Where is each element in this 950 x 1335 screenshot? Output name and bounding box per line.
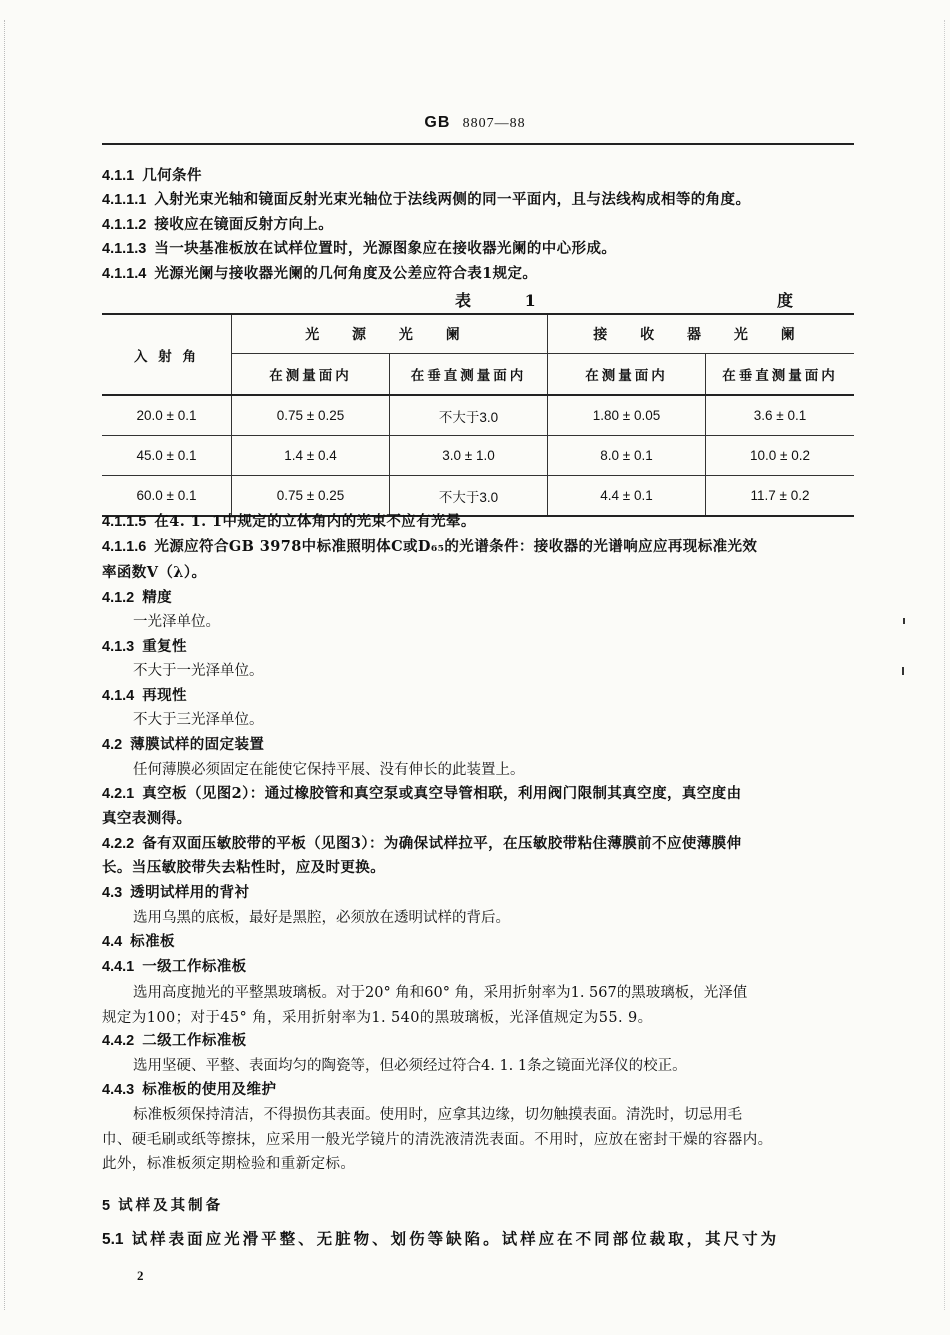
- clause-4-2-2-cont: 长。当压敏胶带失去粘性时，应及时更换。: [102, 859, 386, 876]
- table-row: [102, 476, 854, 517]
- clause-5-1: 5.1 试样表面应光滑平整、无脏物、划伤等缺陷。试样应在不同部位裁取，其尺寸为: [102, 1229, 780, 1248]
- cell: 3.0 ± 1.0: [390, 436, 548, 476]
- clause-4-1-1-4: 4.1.1.4 光源光阑与接收器光阑的几何角度及公差应符合表1规定。: [102, 265, 538, 282]
- col-incident-angle: 入 射 角: [102, 314, 232, 395]
- cell: 不大于3.0: [390, 395, 548, 436]
- cell: 不大于3.0: [390, 476, 548, 517]
- standard-code: 8807—88: [462, 116, 526, 131]
- clause-4-1-2-body: 一光泽单位。: [133, 614, 220, 630]
- cell: 3.6 ± 0.1: [706, 395, 855, 436]
- clause-4-1-2: 4.1.2 精度: [102, 589, 173, 606]
- table-unit: 度: [777, 291, 794, 310]
- clause-4-1-4: 4.1.4 再现性: [102, 687, 187, 704]
- scan-speck: [903, 618, 905, 624]
- clause-4-2-1: 4.2.1 真空板（见图2）：通过橡胶管和真空泵或真空导管相联，利用阀门限制其真空度，真空度由: [102, 785, 742, 802]
- cell: 1.4 ± 0.4: [232, 436, 390, 476]
- clause-4-4-2: 4.4.2 二级工作标准板: [102, 1032, 247, 1049]
- header-rule: [102, 143, 854, 145]
- clause-4-2-2: 4.2.2 备有双面压敏胶带的平板（见图3）：为确保试样拉平，在压敏胶带粘住薄膜前不应使薄膜伸: [102, 835, 742, 852]
- clause-4-2-body: 任何薄膜必须固定在能使它保持平展、没有伸长的此装置上。: [133, 762, 525, 778]
- cell: 1.80 ± 0.05: [548, 395, 706, 436]
- cell: 0.75 ± 0.25: [232, 395, 390, 436]
- clause-4-3: 4.3 透明试样用的背衬: [102, 884, 250, 901]
- table-title: 表 1: [455, 291, 560, 310]
- clause-4-1-1-1: 4.1.1.1 入射光束光轴和镜面反射光束光轴位于法线两侧的同一平面内，且与法线构成相等的角度。: [102, 191, 751, 208]
- clause-4-1-1-2: 4.1.1.2 接收应在镜面反射方向上。: [102, 216, 334, 233]
- clause-4-4: 4.4 标准板: [102, 933, 175, 950]
- scan-speck: [902, 667, 904, 675]
- sub-source-perp: 在垂直测量面内: [390, 354, 548, 396]
- sub-receiver-in-plane: 在测量面内: [548, 354, 706, 396]
- sub-receiver-perp: 在垂直测量面内: [706, 354, 855, 396]
- col-group-receiver: 接 收 器 光 阑: [548, 314, 855, 354]
- cell-incident: 20.0 ± 0.1: [102, 395, 232, 436]
- cell: 4.4 ± 0.1: [548, 476, 706, 517]
- clause-4-4-1-body: 选用高度抛光的平整黑玻璃板。对于20° 角和60° 角，采用折射率为1. 567的黑玻璃板，光泽值: [133, 985, 748, 1001]
- scan-edge-left: [4, 20, 6, 1310]
- table-header-row: [102, 314, 854, 354]
- clause-4-4-3-cont1: 巾、硬毛刷或纸等擦抹，应采用一般光学镜片的清洗液清洗表面。不用时，应放在密封干燥的容器内。: [102, 1132, 773, 1148]
- page-header: [0, 113, 950, 132]
- sub-source-in-plane: 在测量面内: [232, 354, 390, 396]
- clause-4-1-3-body: 不大于一光泽单位。: [133, 663, 264, 679]
- table-row: [102, 436, 854, 476]
- clause-4-4-3: 4.4.3 标准板的使用及维护: [102, 1081, 277, 1098]
- clause-4-1-1-5: 4.1.1.5 在4. 1. 1中规定的立体角内的光束不应有光晕。: [102, 513, 476, 530]
- cell: 8.0 ± 0.1: [548, 436, 706, 476]
- aperture-table: [102, 313, 854, 517]
- cell-incident: 60.0 ± 0.1: [102, 476, 232, 517]
- clause-4-1-1: 4.1.1 几何条件: [102, 167, 202, 184]
- clause-4-4-1-cont: 规定为100；对于45° 角，采用折射率为1. 540的黑玻璃板，光泽值规定为55. 9。: [102, 1010, 653, 1026]
- clause-4-1-1-6-cont: 率函数V（λ）。: [102, 564, 207, 581]
- clause-4-1-1-3: 4.1.1.3 当一块基准板放在试样位置时，光源图象应在接收器光阑的中心形成。: [102, 240, 617, 257]
- clause-4-4-1: 4.4.1 一级工作标准板: [102, 958, 247, 975]
- clause-4-4-2-body: 选用坚硬、平整、表面均匀的陶瓷等，但必须经过符合4. 1. 1条之镜面光泽仪的校正。: [133, 1058, 687, 1074]
- col-group-source: 光 源 光 阑: [232, 314, 548, 354]
- clause-4-4-3-body: 标准板须保持清洁，不得损伤其表面。使用时，应拿其边缘，切勿触摸表面。清洗时，切忌用毛: [133, 1107, 742, 1123]
- scan-edge-right: [944, 20, 946, 1310]
- cell: 10.0 ± 0.2: [706, 436, 855, 476]
- clause-4-2-1-cont: 真空表测得。: [102, 810, 192, 827]
- clause-4-2: 4.2 薄膜试样的固定装置: [102, 736, 265, 753]
- page-number: 2: [137, 1268, 144, 1283]
- clause-4-4-3-cont2: 此外，标准板须定期检验和重新定标。: [102, 1156, 356, 1172]
- clause-4-1-1-6: 4.1.1.6 光源应符合GB 3978中标准照明体C或D₆₅的光谱条件：接收器的光谱响应应再现标准光效: [102, 538, 758, 555]
- clause-4-1-4-body: 不大于三光泽单位。: [133, 712, 264, 728]
- clause-4-1-3: 4.1.3 重复性: [102, 638, 187, 655]
- cell: 0.75 ± 0.25: [232, 476, 390, 517]
- section-5: 5 试样及其制备: [102, 1197, 224, 1214]
- cell: 11.7 ± 0.2: [706, 476, 855, 517]
- standard-prefix: GB: [424, 114, 451, 131]
- table-row: [102, 395, 854, 436]
- cell-incident: 45.0 ± 0.1: [102, 436, 232, 476]
- clause-4-3-body: 选用乌黑的底板，最好是黑腔，必须放在透明试样的背后。: [133, 910, 510, 926]
